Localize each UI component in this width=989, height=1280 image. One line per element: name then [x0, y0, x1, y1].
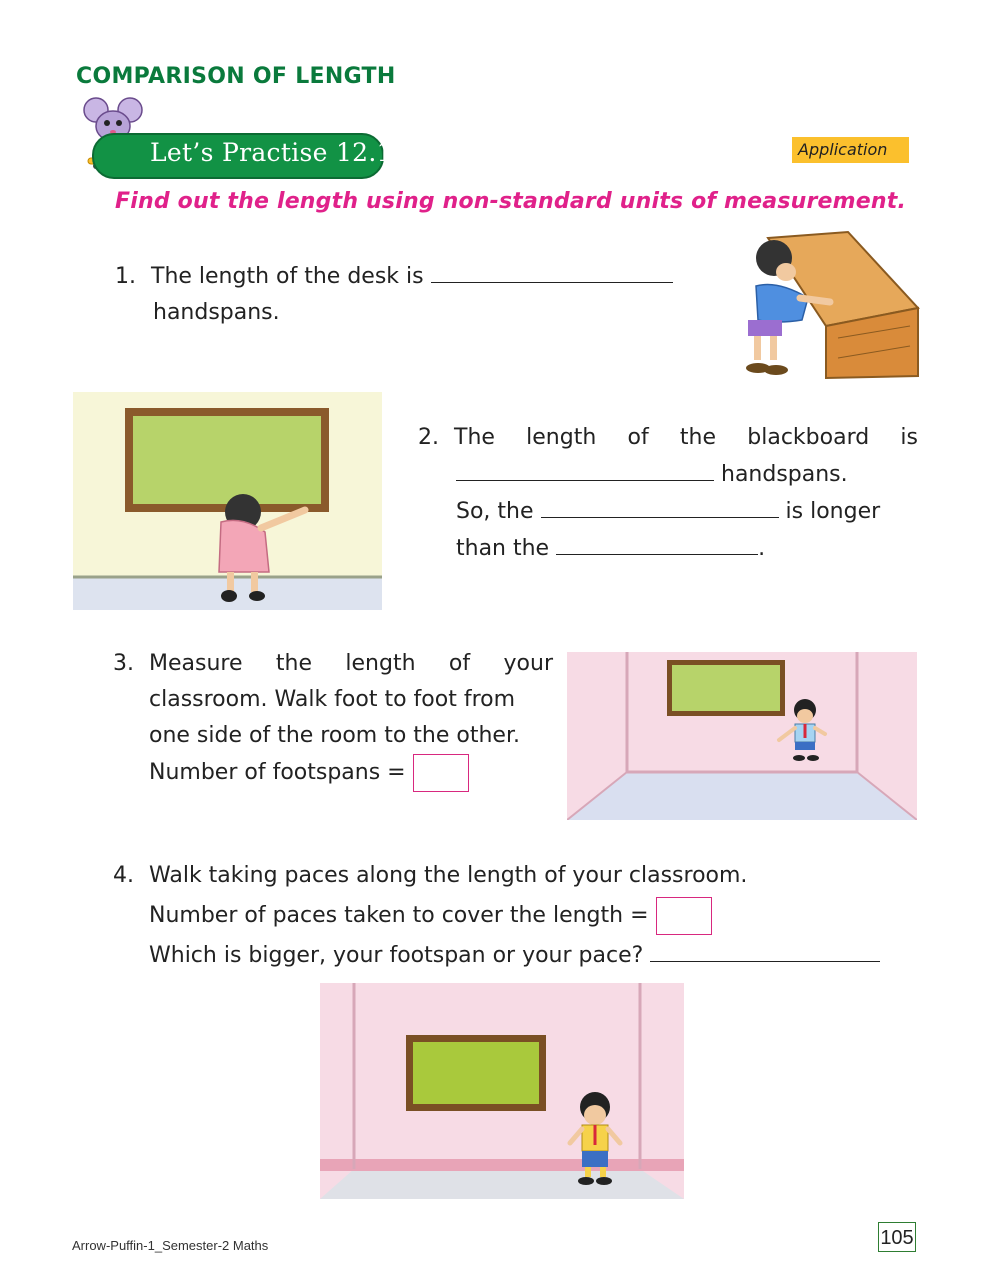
application-tag: Application — [792, 137, 909, 163]
question-number: 2. — [418, 425, 439, 450]
practise-label: Let’s Practise 12.1 — [150, 138, 393, 167]
classroom-standing-illustration — [320, 983, 684, 1199]
blackboard-measuring-illustration — [73, 392, 382, 610]
question-3 — [113, 646, 553, 792]
answer-blank[interactable] — [456, 456, 714, 481]
question-4 — [113, 856, 913, 976]
footer-book-title: Arrow-Puffin-1_Semester-2 Maths — [72, 1238, 269, 1253]
question-text: handspans. — [153, 300, 280, 325]
question-text: Number of footspans = — [149, 760, 406, 785]
question-number: 4. — [113, 863, 134, 888]
footspans-answer-box[interactable] — [413, 754, 469, 792]
question-text: Measure the length of your — [149, 651, 553, 676]
question-text: is longer — [785, 499, 881, 524]
question-text: one side of the room to the other. — [149, 723, 520, 748]
question-2 — [418, 420, 918, 567]
instruction-text: Find out the length using non-standard units of measurement. — [115, 189, 907, 214]
answer-blank[interactable] — [541, 493, 779, 518]
answer-blank[interactable] — [556, 530, 758, 555]
question-text: than the — [456, 536, 550, 561]
question-1 — [115, 258, 715, 331]
question-text: Walk taking paces along the length of your classroom. — [149, 863, 748, 888]
section-heading: COMPARISON OF LENGTH — [76, 64, 396, 89]
page-number: 105 — [878, 1222, 916, 1252]
paces-answer-box[interactable] — [656, 897, 712, 935]
question-text: The length of the blackboard is — [454, 425, 918, 450]
question-number: 1. — [115, 264, 136, 289]
question-text: . — [758, 536, 766, 561]
question-text: Number of paces taken to cover the length = — [149, 903, 649, 928]
answer-blank[interactable] — [431, 258, 673, 283]
question-text: So, the — [456, 499, 534, 524]
classroom-walking-illustration — [567, 652, 917, 820]
question-text: classroom. Walk foot to foot from — [149, 687, 516, 712]
question-text: handspans. — [721, 462, 848, 487]
question-text: Which is bigger, your footspan or your pace? — [149, 943, 644, 968]
question-number: 3. — [113, 651, 134, 676]
desk-measuring-illustration — [738, 228, 923, 383]
question-text: The length of the desk is — [151, 264, 424, 289]
answer-blank[interactable] — [650, 937, 880, 962]
